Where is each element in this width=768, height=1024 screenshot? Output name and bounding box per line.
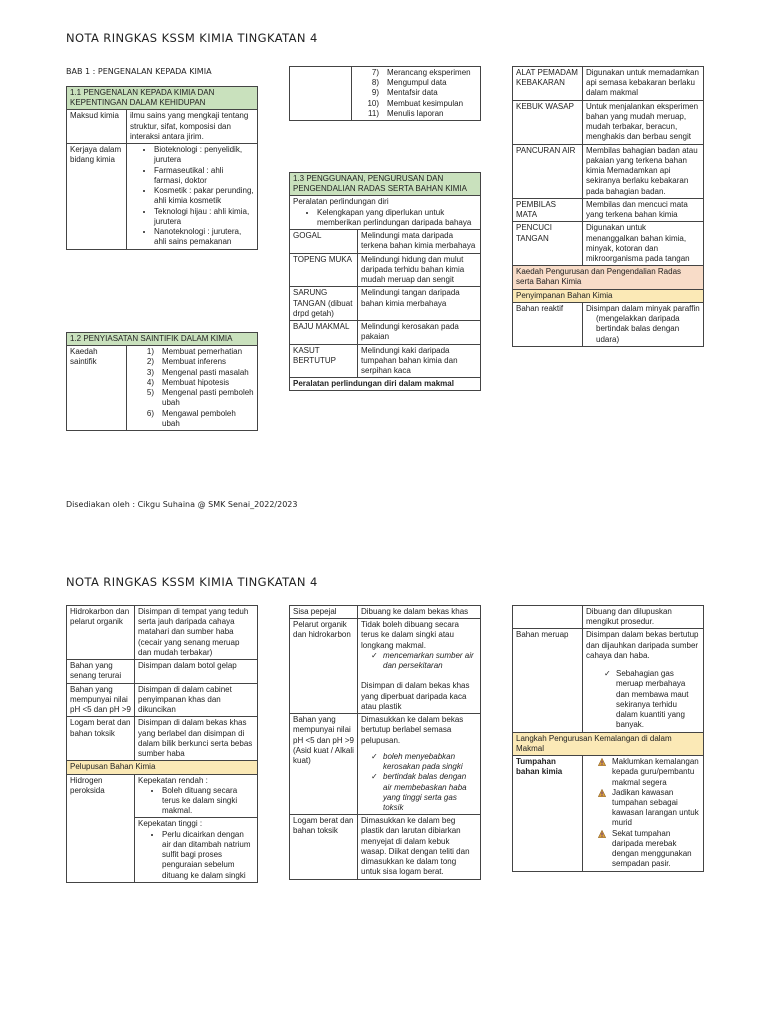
p1-col3 (512, 66, 704, 347)
row-label: Maksud kimia (67, 110, 127, 144)
section-1-2-table (66, 332, 258, 431)
row-label: GOGAL (290, 230, 358, 253)
p1-col1 (66, 86, 258, 250)
row-main-text: Tidak boleh dibuang secara terus ke dalam singki atau longkang makmal. (361, 620, 459, 650)
check-icon: ✓ (371, 772, 378, 782)
ppd-label: Peralatan perlindungan diri (293, 197, 389, 207)
check-icon: ✓ (604, 669, 611, 679)
check-item: ✓ boleh menyebabkan kerosakan pada singki (371, 751, 463, 772)
closing-label: Peralatan perlindungan diri dalam makmal (290, 378, 481, 391)
row-text: Digunakan untuk memadamkan api semasa kebakaran berlaku dalam makmal (583, 67, 704, 101)
row-text: Untuk menjalankan eksperimen bahan yang mudah meruap, mudah terbakar, beracun, menghakis dan berbau sengit (583, 100, 704, 144)
row-label: Bahan yang mempunyai nilai pH <5 dan pH >9 (Asid kuat / Alkali kuat) (290, 714, 358, 815)
p1-col1-b (66, 332, 258, 431)
list-item: • Kosmetik : pakar perunding, ahli kimia kosmetik (154, 186, 254, 206)
section-heading: 1.2 PENYIASATAN SAINTIFIK DALAM KIMIA (67, 333, 258, 346)
page-title: NOTA RINGKAS KSSM KIMIA TINGKATAN 4 (66, 575, 318, 589)
row-label: KEBUK WASAP (513, 100, 583, 144)
row-text (352, 67, 481, 121)
row-label: Sisa pepejal (290, 606, 358, 619)
row-label: PEMBILAS MATA (513, 198, 583, 221)
hazard-icon (598, 830, 606, 838)
page-title: NOTA RINGKAS KSSM KIMIA TINGKATAN 4 (66, 31, 318, 45)
row-label: PENCUCI TANGAN (513, 222, 583, 266)
list-item: • Bioteknologi : penyelidik, jurutera (154, 145, 254, 165)
row-label: KASUT BERTUTUP (290, 344, 358, 378)
list-item: • Teknologi hijau : ahli kimia, jurutera (154, 207, 254, 227)
check-item: ✓ Sebahagian gas meruap merbahaya dan membawa maut sekiranya terhidu dalam kuantiti yang banyak. (604, 669, 689, 730)
empty-cell (290, 67, 352, 121)
row-text: Dibuang dan dilupuskan mengikut prosedur. (583, 606, 704, 629)
reaktif-note: (mengelakkan daripada bertindak balas dengan udara) (596, 314, 680, 344)
hazard-icon (598, 789, 606, 797)
check-item: ✓ mencemarkan sumber air dan persekitaran (371, 650, 474, 671)
row-text: Melindungi tangan daripada bahan kimia merbahaya (358, 287, 481, 321)
p2-col3 (512, 605, 704, 872)
p1-col2 (289, 66, 481, 121)
row-label: TOPENG MUKA (290, 253, 358, 287)
empty-cell (513, 606, 583, 629)
hazard-icon (598, 758, 606, 766)
row-text (583, 302, 704, 346)
chapter-heading: BAB 1 : PENGENALAN KEPADA KIMIA (66, 67, 212, 76)
row-label: Bahan yang mempunyai nilai pH <5 dan pH >9 (67, 683, 135, 717)
row-text (583, 629, 704, 732)
row-label: Logam berat dan bahan toksik (67, 717, 135, 761)
row-text (127, 346, 258, 431)
row-text: Disimpan di dalam bekas khas yang berlabel dan disimpan di dalam bilik berkunci serta bebas sumber haba (135, 717, 258, 761)
list-item: Sekat tumpahan daripada merebak dengan menggunakan sempadan pasir. (598, 829, 700, 870)
row-label: ALAT PEMADAM KEBAKARAN (513, 67, 583, 101)
list-item: 11) Menulis laporan (368, 108, 444, 118)
row-label: Pelarut organik dan hidrokarbon (290, 619, 358, 714)
footer-credit: Disediakan oleh : Cikgu Suhaina @ SMK Senai_2022/2023 (66, 500, 298, 509)
reaktif-text: Disimpan dalam minyak paraffin (586, 303, 700, 313)
row-label: Hidrokarbon dan pelarut organik (67, 606, 135, 660)
list-item: Jadikan kawasan tumpahan sebagai kawasan larangan untuk murid (598, 788, 700, 829)
row-label: Logam berat dan bahan toksik (290, 815, 358, 879)
row-text: Disimpan di dalam cabinet penyimpanan khas dan dikuncikan (135, 683, 258, 717)
sub-label: Kepekatan rendah : (138, 775, 208, 785)
row-label: PANCURAN AIR (513, 144, 583, 198)
steps-continued-table (289, 66, 481, 121)
row-label: Tumpahan bahan kimia (513, 756, 583, 872)
list-item: 4) Membuat hipotesis (146, 377, 230, 387)
section-1-1-table (66, 86, 258, 250)
row-label: Hidrogen peroksida (67, 774, 135, 882)
list-item: 2) Membuat inferens (146, 357, 227, 367)
check-item: ✓ bertindak balas dengan air membebaskan haba yang tinggi serta gas toksik (371, 772, 467, 812)
list-item: 9) Mentafsir data (371, 88, 438, 98)
accident-table (512, 605, 704, 872)
check-icon: ✓ (371, 751, 378, 761)
row-text: Melindungi hidung dan mulut daripada terhidu bahan kimia mudah meruap dan sengit (358, 253, 481, 287)
row-label: Bahan meruap (513, 629, 583, 732)
section-heading: Kaedah Pengurusan dan Pengendalian Radas serta Bahan Kimia (513, 266, 704, 289)
list-item: • Perlu dicairkan dengan air dan ditambah natrium sulfit bagi proses penguraian sebelum dituang ke dalam singki (162, 830, 254, 881)
row-text: Melindungi kaki daripada tumpahan bahan kimia dan serpihan kaca (358, 344, 481, 378)
row-text: Dibuang ke dalam bekas khas (358, 606, 481, 619)
row-text: Digunakan untuk menanggalkan bahan kimia, minyak, kotoran dan mikroorganisma pada tangan (583, 222, 704, 266)
list-item: 8) Mengumpul data (371, 78, 447, 88)
list-item: 10) Membuat kesimpulan (367, 98, 464, 108)
list-item: 1) Membuat pemerhatian (146, 347, 243, 357)
row-text (358, 619, 481, 714)
sub-label: Kepekatan tinggi : (138, 819, 203, 829)
section-heading: Pelupusan Bahan Kimia (67, 761, 258, 774)
row-text (290, 196, 481, 230)
row-label: SARUNG TANGAN (dibuat drpd getah) (290, 287, 358, 321)
row-text: Disimpan dalam botol gelap (135, 660, 258, 683)
row-text: ilmu sains yang mengkaji tentang struktur, sifat, komposisi dan interaksi antara jirim. (127, 110, 258, 144)
row-label: Kaedah saintifik (67, 346, 127, 431)
section-heading: 1.1 PENGENALAN KEPADA KIMIA DAN KEPENTINGAN DALAM KEHIDUPAN (67, 87, 258, 110)
p2-col1 (66, 605, 258, 883)
row-label: Kerjaya dalam bidang kimia (67, 144, 127, 249)
row-label: BAJU MAKMAL (290, 321, 358, 344)
row-text (135, 774, 258, 818)
check-icon: ✓ (371, 650, 378, 660)
row-text: Membilas dan mencuci mata yang terkena bahan kimia (583, 198, 704, 221)
row-text (358, 714, 481, 815)
row-text: Membilas bahagian badan atau pakaian yang terkena bahan kimia Memadamkan api sekiranya berlaku kebakaran pada bahagian badan. (583, 144, 704, 198)
section-heading: Langkah Pengurusan Kemalangan di dalam Makmal (513, 732, 704, 755)
row-note: (cecair yang senang meruap dan mudah terbakar) (138, 637, 240, 657)
disposal-table (289, 605, 481, 880)
list-item: 5) Mengenal pasti pemboleh ubah (146, 388, 254, 408)
row-text: Melindungi kerosakan pada pakaian (358, 321, 481, 344)
section-heading: Penyimpanan Bahan Kimia (513, 289, 704, 302)
row-text: Dimasukkan ke dalam beg plastik dan larutan dibiarkan menyejat di dalam kebuk wasap. Diikat dengan teliti dan dimasukkan ke dalam tong untuk sisa logam berat. (358, 815, 481, 879)
row-text (135, 818, 258, 882)
list-item: 7) Merancang eksperimen (371, 68, 471, 77)
equipment-table (512, 66, 704, 347)
row-main-text: Disimpan dalam bekas bertutup dan dijauhkan daripada sumber cahaya dan haba. (586, 630, 699, 660)
list-item: Maklumkan kemalangan kepada guru/pembantu makmal segera (598, 757, 700, 788)
section-1-3-table (289, 172, 481, 391)
row-main-text: Dimasukkan ke dalam bekas bertutup berlabel semasa pelupusan. (361, 715, 464, 745)
storage-table (66, 605, 258, 883)
row-label: Bahan yang senang terurai (67, 660, 135, 683)
row-label: Bahan reaktif (513, 302, 583, 346)
section-heading: 1.3 PENGGUNAAN, PENGURUSAN DAN PENGENDALIAN RADAS SERTA BAHAN KIMIA (290, 173, 481, 196)
p1-col2-b (289, 172, 481, 391)
row-main-text: Disimpan di dalam bekas khas yang diperbuat daripada kaca atau plastik (361, 681, 470, 711)
row-text (135, 606, 258, 660)
list-item: 6) Mengawal pemboleh ubah (146, 408, 236, 428)
list-item: • Nanoteknologi : jurutera, ahli sains pemakanan (154, 227, 254, 247)
list-item: • Kelengkapan yang diperlukan untuk memberikan perlindungan daripada bahaya (317, 208, 477, 228)
list-item: • Boleh dituang secara terus ke dalam singki makmal. (162, 786, 254, 817)
row-text (127, 144, 258, 249)
list-item: 3) Mengenal pasti masalah (146, 367, 249, 377)
p2-col2 (289, 605, 481, 880)
row-main-text: Disimpan di tempat yang teduh serta jauh daripada cahaya matahari dan sumber haba (138, 607, 249, 637)
row-text: Melindungi mata daripada terkena bahan kimia merbahaya (358, 230, 481, 253)
row-text (583, 756, 704, 872)
list-item: • Farmaseutikal : ahli farmasi, doktor (154, 166, 254, 186)
